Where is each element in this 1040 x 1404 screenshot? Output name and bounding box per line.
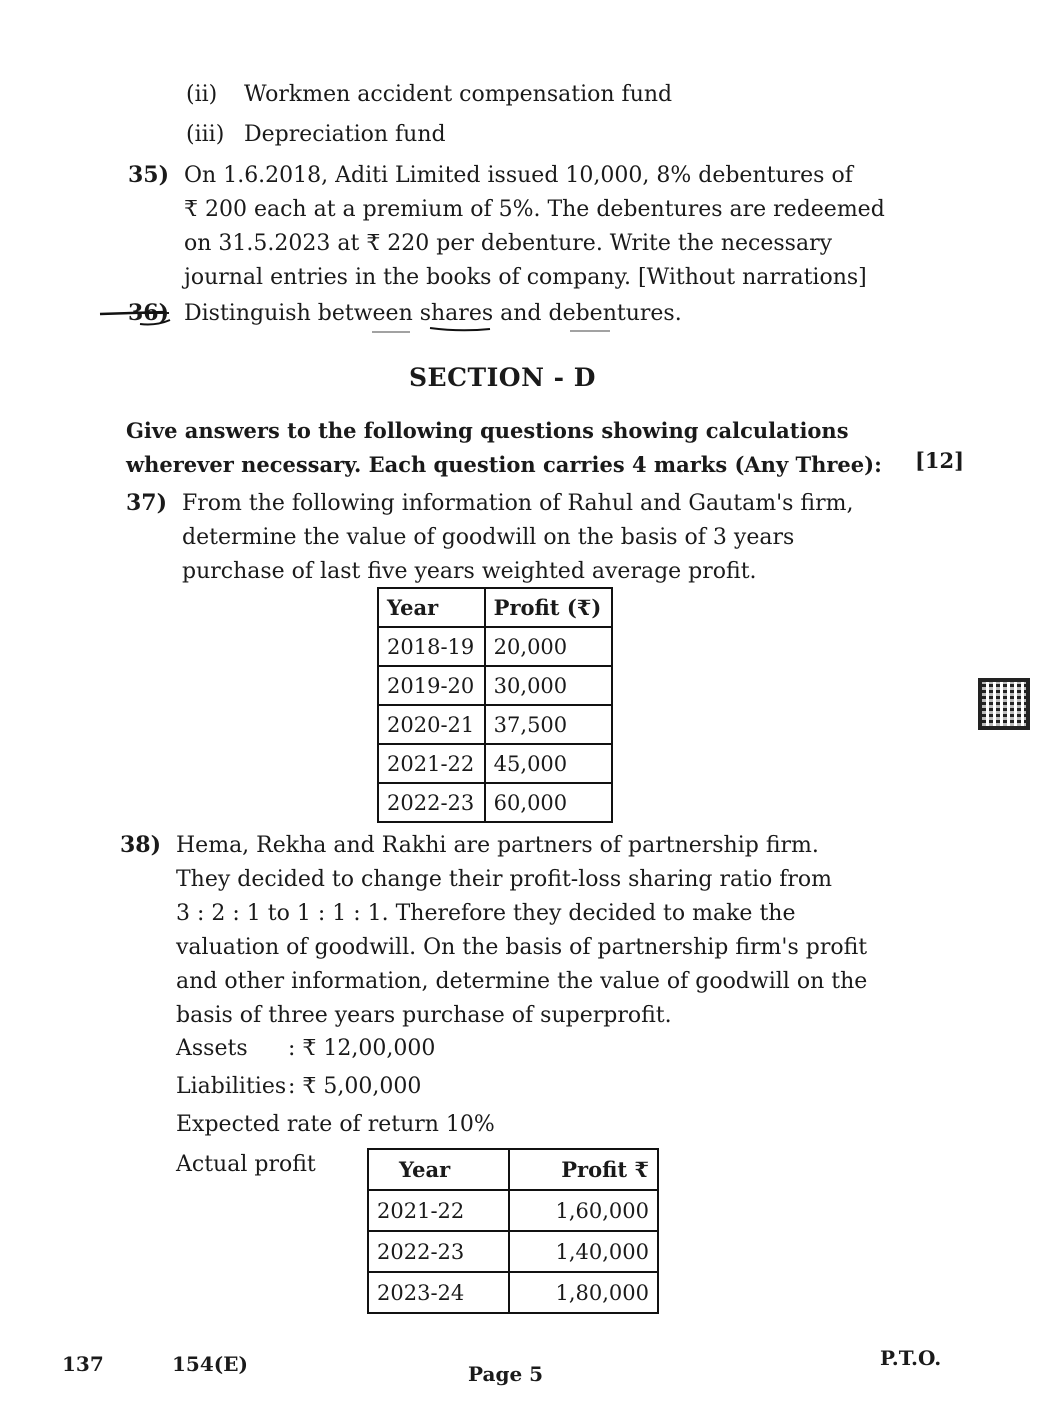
q37-line-1: 37) From the following information of Rahul and Gautam's firm,: [126, 486, 853, 521]
item-iii-label: (iii): [186, 122, 225, 147]
q38-line-6: basis of three years purchase of superprofit.: [176, 1003, 672, 1028]
table-cell-profit: 1,80,000: [509, 1272, 658, 1313]
table-cell-year: 2020-21: [378, 705, 485, 744]
table-cell-year: 2021-22: [368, 1190, 509, 1231]
table-row: [378, 744, 612, 783]
q37-number: 37): [126, 490, 168, 516]
q35-line-1: 35) On 1.6.2018, Aditi Limited issued 10,000, 8% debentures of: [128, 158, 885, 193]
table-cell-profit: 60,000: [485, 783, 612, 822]
table-cell-profit: 37,500: [485, 705, 612, 744]
assets-value: : ₹ 12,00,000: [288, 1036, 436, 1061]
table-row: [368, 1190, 658, 1231]
question-37: [126, 486, 853, 589]
q38-line-2: They decided to change their profit-loss sharing ratio from: [176, 867, 832, 892]
q35-number: 35): [128, 162, 170, 188]
table-header-row: [368, 1149, 658, 1190]
table-cell-profit: 20,000: [485, 627, 612, 666]
table-cell-year: 2022-23: [378, 783, 485, 822]
table-cell-profit: 45,000: [485, 744, 612, 783]
instruction-line-1: Give answers to the following questions showing calculations: [126, 418, 849, 443]
q35-line-2: ₹ 200 each at a premium of 5%. The debentures are redeemed: [184, 197, 885, 222]
item-iii-text: Depreciation fund: [244, 122, 446, 147]
footer-left-number: 137: [62, 1352, 104, 1376]
table-cell-year: 2021-22: [378, 744, 485, 783]
q35-line-4: journal entries in the books of company. [Without narrations]: [184, 265, 867, 290]
q36-number: 36): [128, 300, 170, 326]
assets-label: Assets: [176, 1036, 248, 1061]
table-cell-year: 2019-20: [378, 666, 485, 705]
section-title: SECTION - D: [409, 363, 596, 392]
liabilities-label: Liabilities: [176, 1074, 287, 1099]
table-cell-year: 2018-19: [378, 627, 485, 666]
table-row: [378, 627, 612, 666]
qr-code-icon: [978, 678, 1030, 730]
q38-line-4: valuation of goodwill. On the basis of partnership firm's profit: [176, 935, 868, 960]
pen-arrow-mark: [96, 300, 176, 330]
table-cell-profit: 1,60,000: [509, 1190, 658, 1231]
table-row: [368, 1231, 658, 1272]
section-instructions: [126, 414, 882, 482]
q38-actual-profit-label: Actual profit: [176, 1152, 316, 1177]
table-header-profit: Profit (₹): [485, 588, 612, 627]
footer-pto: P.T.O.: [880, 1346, 942, 1370]
table-header-profit: Profit ₹: [509, 1149, 658, 1190]
q36-text: Distinguish between shares and debentures.: [184, 301, 682, 326]
q38-expected-return: Expected rate of return 10%: [176, 1112, 495, 1137]
pen-underline-mark: [370, 322, 630, 336]
table-cell-year: 2022-23: [368, 1231, 509, 1272]
q37-line-2: determine the value of goodwill on the basis of 3 years: [182, 525, 795, 550]
instruction-line-2: wherever necessary. Each question carries 4 marks (Any Three):: [126, 452, 882, 477]
section-marks: [12]: [915, 448, 965, 473]
table-cell-profit: 1,40,000: [509, 1231, 658, 1272]
item-ii: [186, 78, 672, 112]
item-ii-text: Workmen accident compensation fund: [244, 82, 673, 107]
footer-paper-code: 154(E): [172, 1352, 248, 1376]
q38-liabilities: [176, 1070, 421, 1104]
table-row: [368, 1272, 658, 1313]
question-35: [128, 158, 885, 295]
table-row: [378, 666, 612, 705]
table-cell-profit: 30,000: [485, 666, 612, 705]
q37-profit-table: [377, 587, 613, 823]
question-38: [120, 828, 867, 1033]
footer-page-number: Page 5: [468, 1362, 544, 1386]
q38-number: 38): [120, 832, 162, 858]
item-ii-label: (ii): [186, 82, 218, 107]
q37-line-3: purchase of last five years weighted average profit.: [182, 559, 757, 584]
q38-line-3: 3 : 2 : 1 to 1 : 1 : 1. Therefore they decided to make the: [176, 901, 796, 926]
table-row: [378, 783, 612, 822]
liabilities-value: : ₹ 5,00,000: [288, 1074, 422, 1099]
table-header-year: Year: [368, 1149, 509, 1190]
table-header-row: [378, 588, 612, 627]
q38-line-5: and other information, determine the value of goodwill on the: [176, 969, 868, 994]
table-cell-year: 2023-24: [368, 1272, 509, 1313]
q38-assets: [176, 1032, 435, 1066]
q38-profit-table: [367, 1148, 659, 1314]
q38-line-1: 38) Hema, Rekha and Rakhi are partners of partnership firm.: [120, 828, 867, 863]
item-iii: [186, 118, 446, 152]
table-row: [378, 705, 612, 744]
table-header-year: Year: [378, 588, 485, 627]
q35-line-3: on 31.5.2023 at ₹ 220 per debenture. Write the necessary: [184, 231, 833, 256]
